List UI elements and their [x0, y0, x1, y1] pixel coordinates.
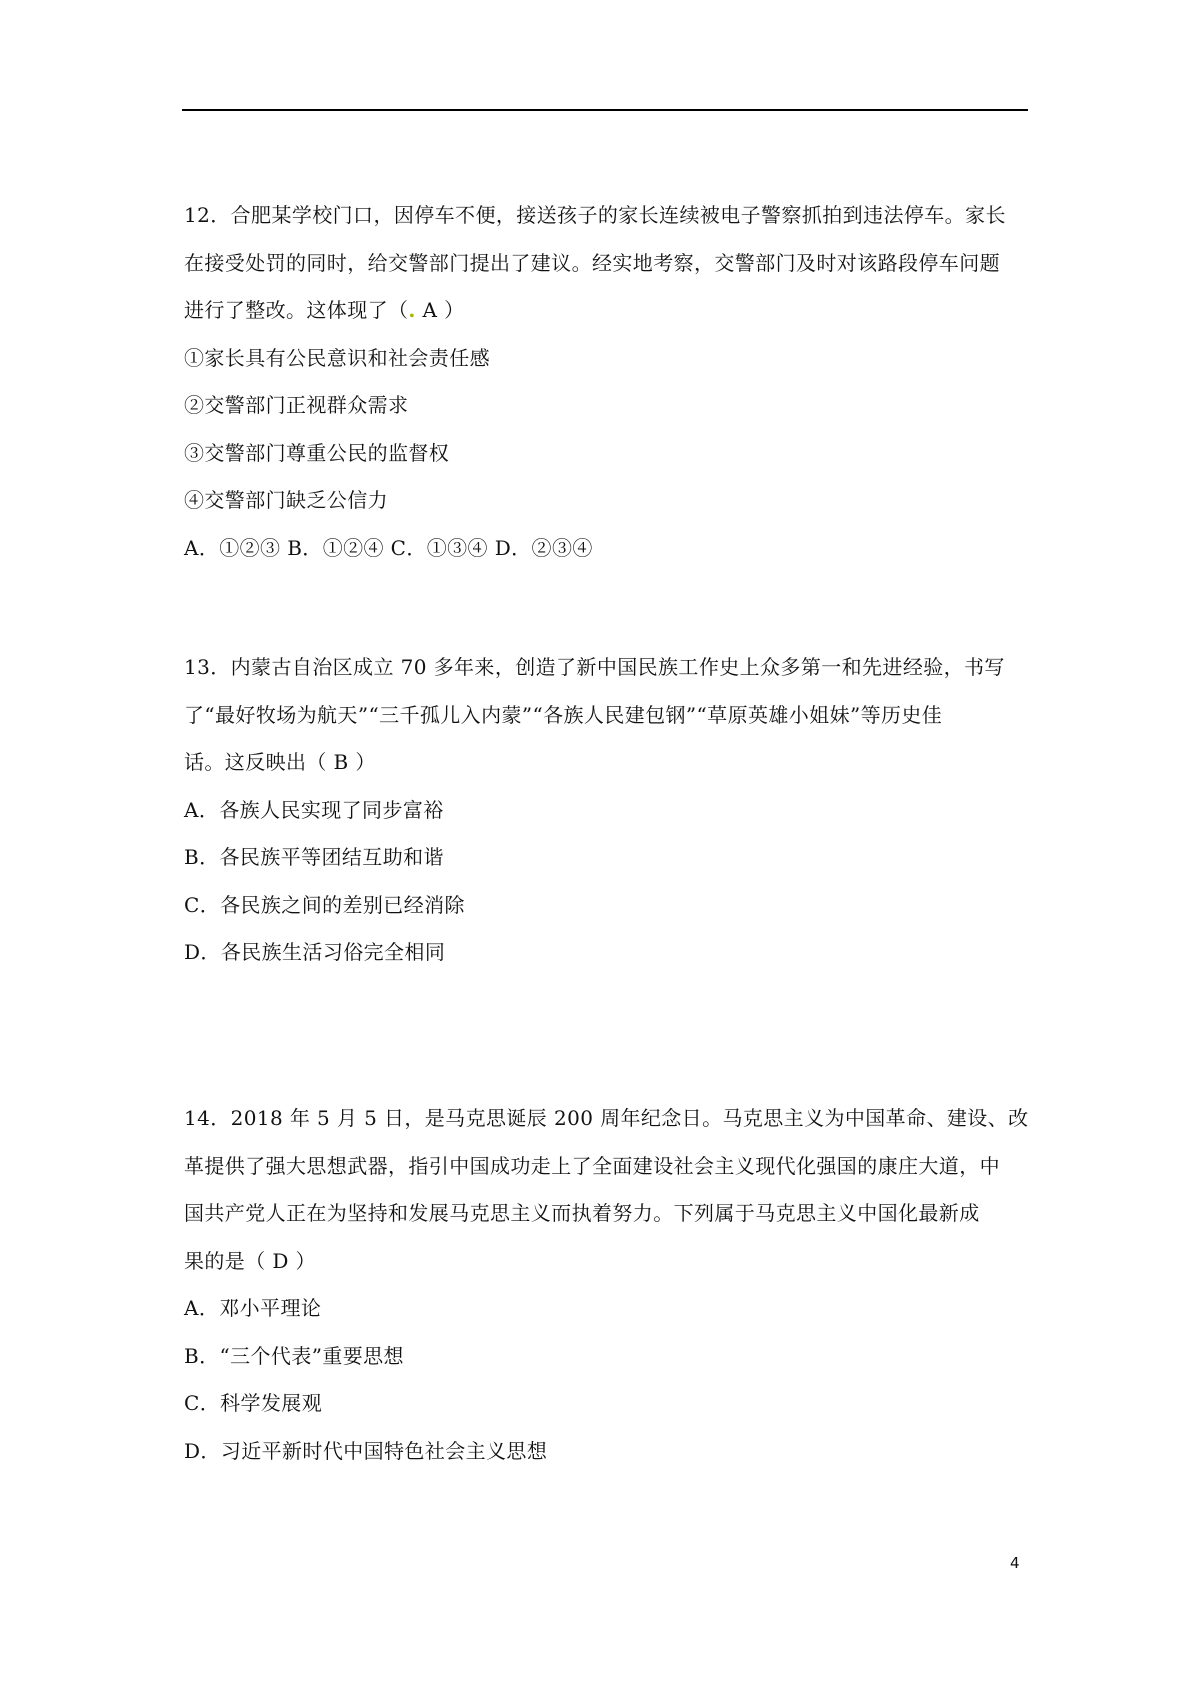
question-14-stem-line: 国共产党人正在为坚持和发展马克思主义而执着努力。下列属于马克思主义中国化最新成	[184, 1201, 980, 1225]
question-14-stem-line: 果的是（ D ）	[184, 1248, 316, 1273]
question-12	[184, 192, 1029, 572]
question-14	[184, 1095, 1029, 1475]
question-12-stem-line: 12．合肥某学校门口，因停车不便，接送孩子的家长连续被电子警察抓拍到违法停车。家长	[184, 203, 1006, 227]
question-12-options: A．①②③ B．①②④ C．①③④ D．②③④	[184, 535, 593, 560]
answer-mark-dot: .	[408, 298, 416, 322]
question-14-option: A．邓小平理论	[184, 1296, 322, 1320]
question-13-option: C．各民族之间的差别已经消除	[184, 892, 465, 917]
question-12-item: ④交警部门缺乏公信力	[184, 488, 388, 512]
question-13-option: A．各族人民实现了同步富裕	[184, 797, 444, 822]
question-13-option: D．各民族生活习俗完全相同	[184, 940, 446, 964]
question-12-answer: A ）	[415, 298, 465, 322]
question-14-option: D．习近平新时代中国特色社会主义思想	[184, 1438, 548, 1463]
question-13	[184, 644, 1029, 977]
question-14-option: B．“三个代表”重要思想	[184, 1343, 404, 1368]
question-13-stem-line: 13．内蒙古自治区成立 70 多年来，创造了新中国民族工作史上众多第一和先进经验，书写	[184, 655, 1005, 679]
question-12-stem-line	[184, 287, 1029, 335]
page-number: 4	[1010, 1554, 1020, 1572]
question-14-stem-line: 革提供了强大思想武器，指引中国成功走上了全面建设社会主义现代化强国的康庄大道，中	[184, 1153, 1000, 1178]
question-14-option: C．科学发展观	[184, 1391, 323, 1415]
header-rule	[182, 109, 1028, 111]
question-12-item: ③交警部门尊重公民的监督权	[184, 440, 450, 465]
question-13-stem-line: 了“最好牧场为航天”“三千孤儿入内蒙”“各族人民建包钢”“草原英雄小姐妹”等历史佳	[184, 702, 943, 727]
question-12-item: ②交警部门正视群众需求	[184, 393, 409, 417]
question-12-stem-line: 在接受处罚的同时，给交警部门提出了建议。经实地考察，交警部门及时对该路段停车问题	[184, 250, 1000, 275]
question-12-stem-text: 进行了整改。这体现了（	[184, 298, 409, 322]
question-12-item: ①家长具有公民意识和社会责任感	[184, 345, 490, 370]
question-13-option: B．各民族平等团结互助和谐	[184, 845, 444, 869]
question-13-stem-line: 话。这反映出（ B ）	[184, 750, 376, 774]
question-14-stem-line: 14．2018 年 5 月 5 日，是马克思诞辰 200 周年纪念日。马克思主义为中国革命、建设、改	[184, 1106, 1029, 1130]
